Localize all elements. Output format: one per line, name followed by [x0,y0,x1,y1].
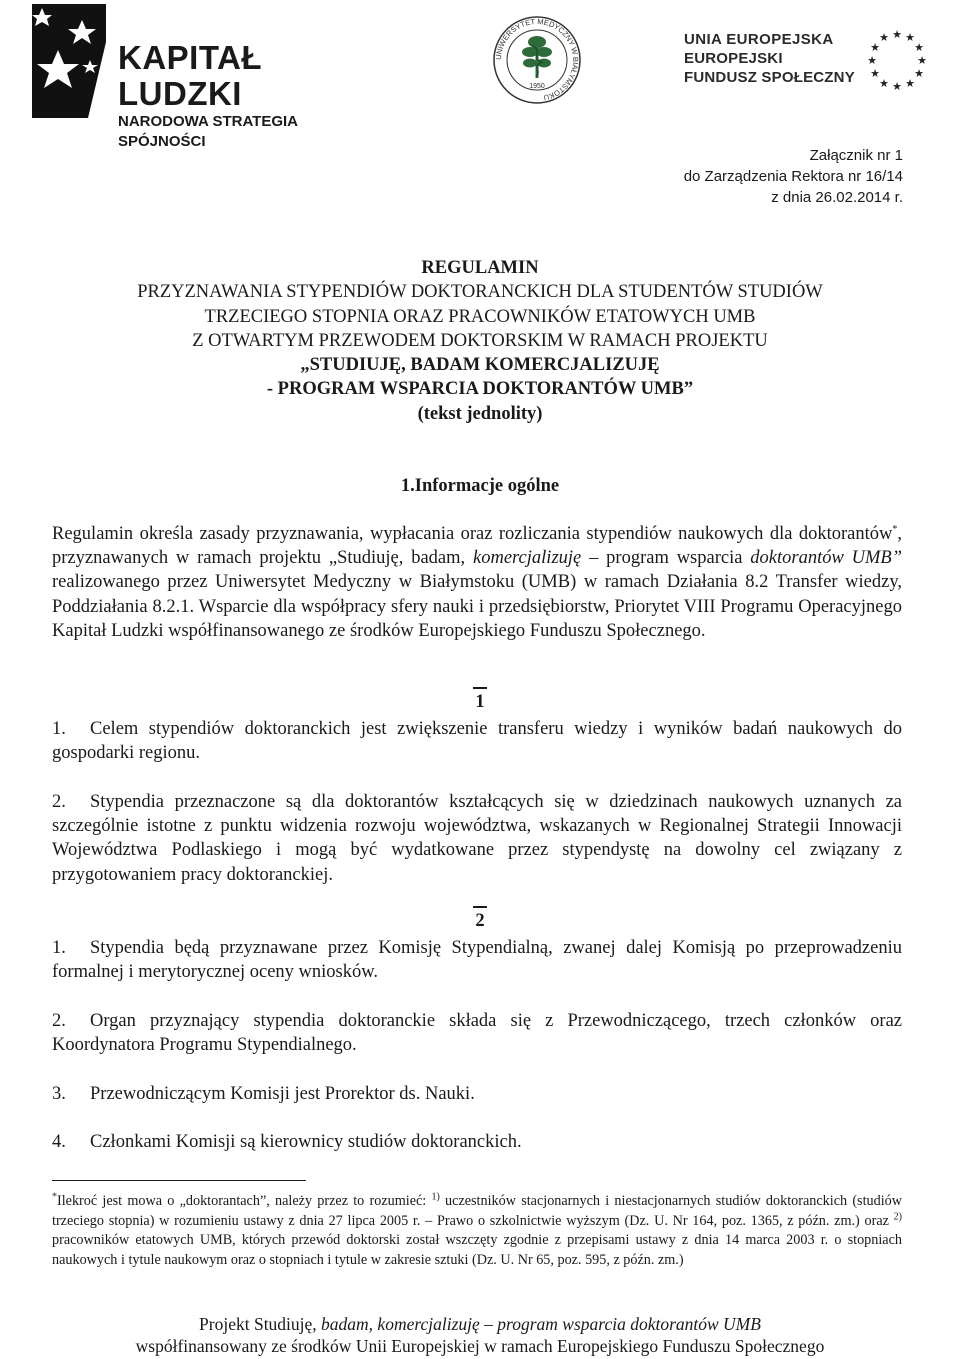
intro-text-f: realizowanego przez Uniwersytet Medyczny w Białymstoku (UMB) w ramach Działania 8.2 Transfer wiedzy, Poddziałania 8.2.1. Wsparcie dla współpracy sfery nauki i przedsiębiorstw, Priorytet VIII Programu Operacyjnego Kapitał Ludzki współfinansowanego ze środków Europejskiego Funduszu Społecznego. [52,572,902,641]
paragraph-1-label: 1 [475,692,485,712]
section-heading: 1.Informacje ogólne [400,476,560,496]
eu-line1: UNIA EUROPEJSKA [684,31,834,48]
intro-text-e: doktorantów UMB” [750,548,903,569]
item-number: 3. [52,1084,66,1104]
item-text: Przewodniczącym Komisji jest Prorektor ds. Nauki. [90,1084,475,1104]
annex-line2: do Zarządzenia Rektora nr 16/14 [683,168,903,185]
item-text: Celem stypendiów doktoranckich jest zwiększenie transferu wiedzy i wyników badań naukowych do gospodarki regionu. [52,719,902,764]
par1-item-1 [52,717,902,765]
svg-text:★: ★ [870,67,880,80]
footer-line2: współfinansowany ze środków Unii Europejskiej w ramach Europejskiego Funduszu Społecznego [135,1336,825,1356]
intro-text-a: Regulamin określa zasady przyznawania, wypłacania oraz rozliczania stypendiów naukowych dla doktorantów [52,524,893,544]
paragraph-1-heading [0,692,960,713]
eu-line3: FUNDUSZ SPOŁECZNY [684,69,855,86]
paragraph-2-label: 2 [475,911,485,931]
umb-seal-year: 1950 [529,83,545,90]
par2-item-2 [52,1009,902,1057]
umb-seal-logo [492,12,582,108]
par1-item-2 [52,790,902,887]
paragraph-2-heading [0,911,960,932]
svg-text:★: ★ [917,54,927,67]
title-line6: - PROGRAM WSPARCIA DOKTORANTÓW UMB” [266,379,694,400]
intro-paragraph [52,522,902,643]
par2-item-4 [52,1130,902,1154]
footnote-ref: * [892,523,898,535]
intro-text-b: , przyznawanych w ramach projektu „Studiuję, badam, [52,524,902,569]
par2-item-1 [52,936,902,984]
footer-line1-b: , badam, komercjalizuję – program wsparcia doktorantów UMB [312,1314,761,1334]
kapital-ludzki-subtitle: NARODOWA STRATEGIA SPÓJNOŚCI [118,113,298,150]
footer-line1-a: Projekt Studiuję [199,1314,313,1334]
umb-seal-icon [492,12,582,108]
eu-logo [684,30,944,94]
annex-line3: z dnia 26.02.2014 r. [771,189,903,206]
footnote [52,1192,902,1270]
svg-text:★: ★ [879,31,889,44]
annex-line1: Załącznik nr 1 [809,147,903,164]
item-number: 1. [52,938,66,958]
kapital-ludzki-title: KAPITAŁ LUDZKI [118,39,263,112]
item-number: 2. [52,1011,66,1031]
item-text: Członkami Komisji są kierownicy studiów doktoranckich. [90,1132,522,1152]
footnote-divider [52,1180,306,1181]
annex-reference [684,145,903,208]
svg-text:★: ★ [867,54,877,67]
page-footer [0,1313,960,1357]
title-line2: PRZYZNAWANIA STYPENDIÓW DOKTORANCKICH DLA STUDENTÓW STUDIÓW [137,282,823,303]
title-line4: Z OTWARTYM PRZEWODEM DOKTORSKIM W RAMACH PROJEKTU [192,330,768,351]
kapital-ludzki-emblem-icon [28,2,118,120]
kapital-ludzki-logo [28,2,388,150]
intro-text-c: komercjalizuję [473,548,582,569]
footnote-text-b: uczestników stacjonarnych i niestacjonarnych studiów doktoranckich (studiów trzeciego stopnia) w rozumieniu ustawy z dnia 27 lipca 2005 r. – Prawo o szkolnictwie wyższym (Dz. U. Nr 164, poz. 1365, z późn. zm.) oraz [52,1193,902,1229]
item-number: 1. [52,719,66,739]
svg-text:★: ★ [879,77,889,90]
title-line1: REGULAMIN [421,258,539,278]
svg-text:★: ★ [870,41,880,54]
intro-text-d: – program wsparcia [581,548,751,569]
svg-text:★: ★ [892,28,902,41]
eu-stars-icon [862,26,932,96]
svg-text:★: ★ [905,77,915,90]
title-line5: „STUDIUJĘ, BADAM KOMERCJALIZUJĘ [300,355,660,376]
title-line3: TRZECIEGO STOPNIA ORAZ PRACOWNIKÓW ETATOWYCH UMB [204,306,756,327]
title-line7: (tekst jednolity) [417,403,543,424]
umb-seal-ring-text: UNIWERSYTET MEDYCZNY W BIAŁYMSTOKU [493,16,581,103]
footnote-text-c: pracowników etatowych UMB, których przewód doktorski został wszczęty zgodnie z przepisami ustawy z dnia 14 marca 2003 r. o stopniach naukowych i tytule naukowym oraz o stopniach i tytule w zakresie sztuki (Dz. U. Nr 65, poz. 595, z późn. zm.) [52,1232,902,1268]
item-number: 4. [52,1132,66,1152]
item-text: Stypendia przeznaczone są dla doktorantów kształcących się w dziedzinach naukowych uznanych za szczególnie istotne z punktu widzenia rozwoju województwa, wskazanych w Regionalnej Strategii Innowacji Województwa Podlaskiego i mogą być wydatkowane przez stypendystę na dowolny cel związany z przygotowaniem pracy doktoranckiej. [52,792,902,885]
svg-text:★: ★ [914,67,924,80]
document-title [40,256,920,426]
svg-text:★: ★ [914,41,924,54]
par2-item-3 [52,1082,902,1106]
footnote-sup-1: 1) [431,1191,440,1203]
item-text: Organ przyznający stypendia doktoranckie składa się z Przewodniczącego, trzech członków oraz Koordynatora Programu Stypendialnego. [52,1011,902,1056]
svg-text:★: ★ [892,80,902,93]
footnote-text-a: Ilekroć jest mowa o „doktorantach”, należy przez to rozumieć: [57,1193,432,1209]
item-text: Stypendia będą przyznawane przez Komisję Stypendialną, zwanej dalej Komisją po przeprowadzeniu formalnej i merytorycznej oceny wniosków. [52,938,902,983]
footnote-mark: * [52,1191,57,1203]
footnote-sup-2: 2) [893,1210,902,1222]
svg-text:★: ★ [905,31,915,44]
eu-line2: EUROPEJSKI [684,50,783,67]
item-number: 2. [52,792,66,812]
